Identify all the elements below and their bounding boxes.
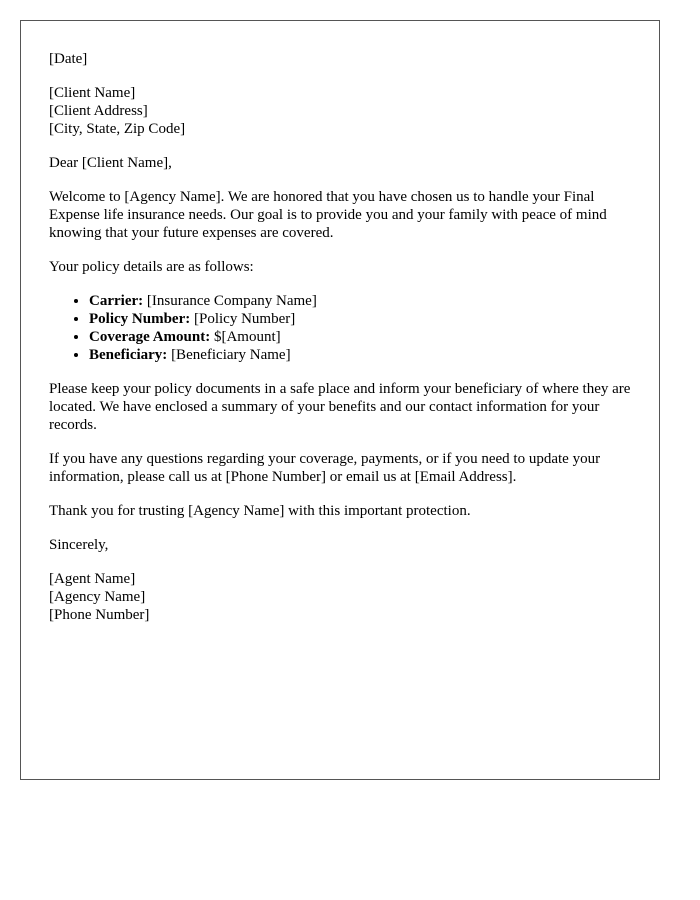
- policy-details-list: [49, 292, 631, 364]
- recipient-name: [Client Name]: [49, 85, 136, 101]
- signature-agency: [Agency Name]: [49, 589, 146, 605]
- list-item: [89, 292, 631, 310]
- signature-agent: [Agent Name]: [49, 571, 136, 587]
- details-lead: Your policy details are as follows:: [49, 259, 254, 275]
- questions-paragraph: If you have any questions regarding your coverage, payments, or if you need to update your information, please call us at [Phone Number] or email us at [Email Address].: [49, 451, 601, 485]
- salutation: Dear [Client Name],: [49, 155, 172, 171]
- recipient-city-line: [City, State, Zip Code]: [49, 121, 186, 137]
- recipient-address: [Client Address]: [49, 103, 148, 119]
- detail-value: [Insurance Company Name]: [143, 293, 317, 309]
- detail-label: Coverage Amount:: [89, 329, 211, 345]
- detail-value: $[Amount]: [210, 329, 281, 345]
- signature-phone: [Phone Number]: [49, 607, 150, 623]
- detail-value: [Policy Number]: [190, 311, 296, 327]
- detail-value: [Beneficiary Name]: [167, 347, 291, 363]
- keep-safe-paragraph: Please keep your policy documents in a safe place and inform your beneficiary of where they are located. We have enclosed a summary of your benefits and our contact information for your records.: [49, 381, 631, 433]
- letter-page: [20, 20, 660, 780]
- list-item: [89, 346, 631, 364]
- list-item: [89, 328, 631, 346]
- thanks-paragraph: Thank you for trusting [Agency Name] with this important protection.: [49, 503, 471, 519]
- detail-label: Carrier:: [89, 293, 144, 309]
- detail-label: Policy Number:: [89, 311, 191, 327]
- list-item: [89, 310, 631, 328]
- recipient-block: [49, 84, 631, 138]
- intro-paragraph: Welcome to [Agency Name]. We are honored that you have chosen us to handle your Final Expense life insurance needs. Our goal is to provide you and your family with peace of mind knowing that your future expenses are covered.: [49, 189, 607, 241]
- letter-date: [Date]: [49, 51, 88, 67]
- signature-block: [49, 570, 631, 624]
- detail-label: Beneficiary:: [89, 347, 168, 363]
- closing: Sincerely,: [49, 537, 109, 553]
